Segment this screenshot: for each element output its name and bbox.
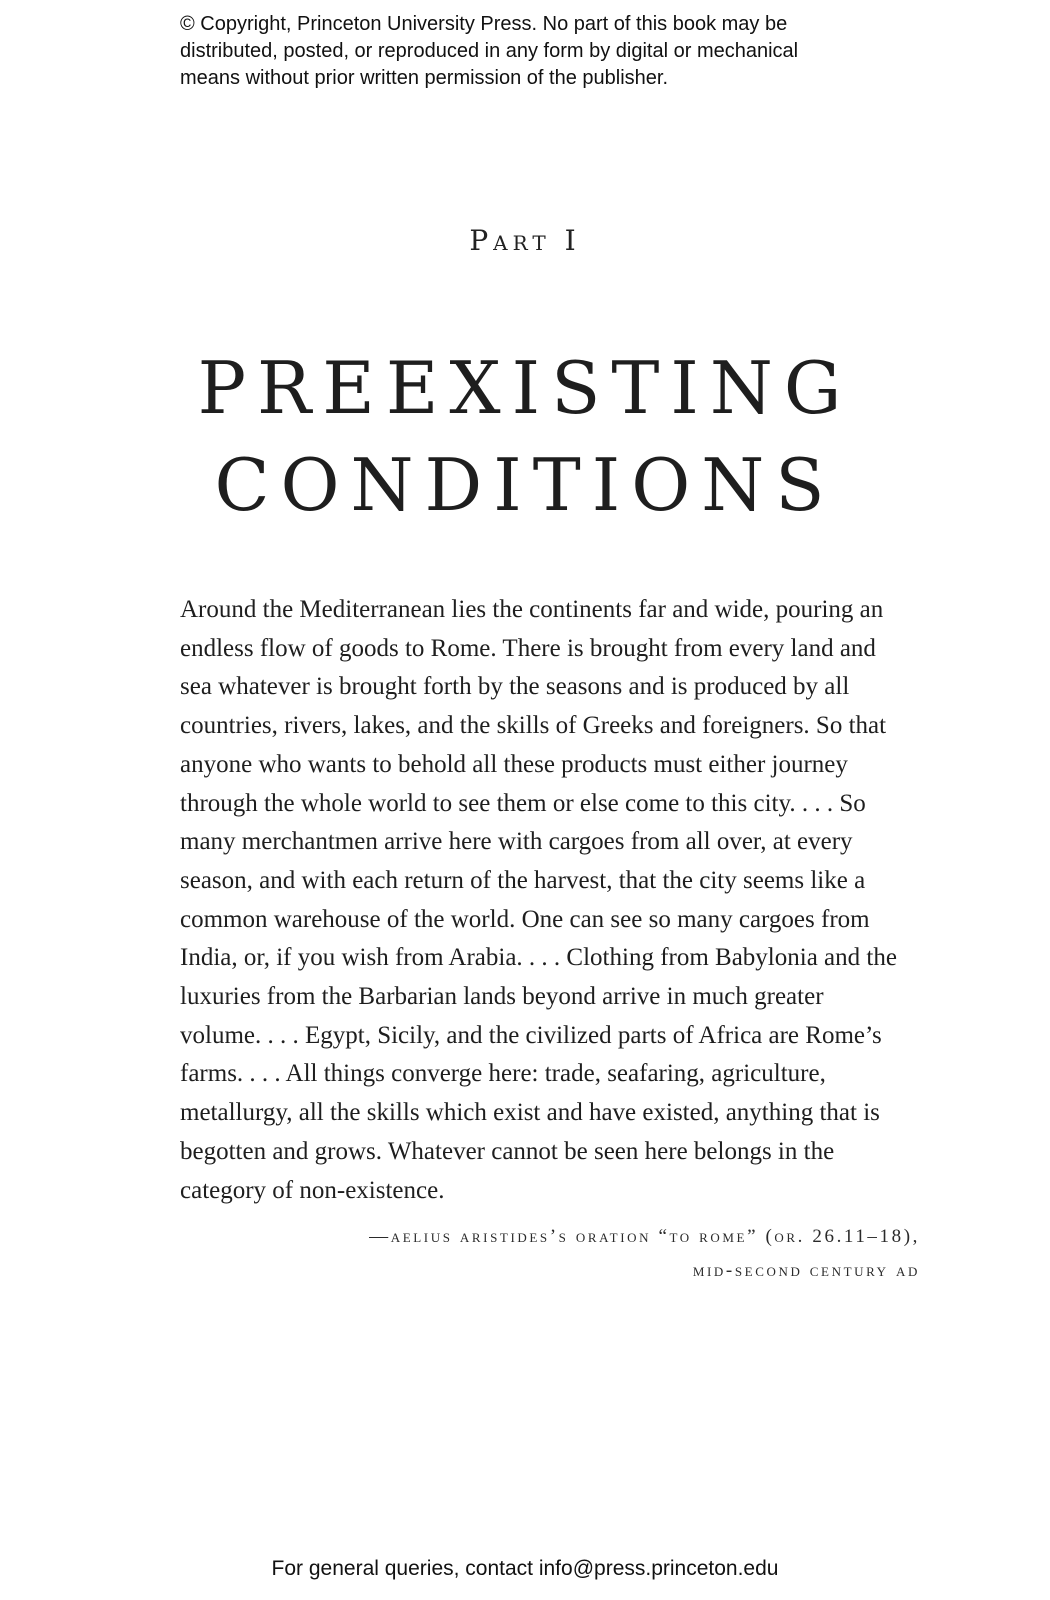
epigraph-line: endless flow of goods to Rome. There is brought from every land and	[180, 634, 876, 662]
copyright-notice	[180, 11, 900, 92]
epigraph-line: sea whatever is brought forth by the seasons and is produced by all	[180, 673, 850, 701]
part-title-line: PREEXISTING	[197, 346, 853, 430]
attribution-line: —aelius aristides’s oration “to rome” (or. 26.11–18),	[369, 1226, 920, 1247]
epigraph-line: metallurgy, all the skills which exist and have existed, anything that is	[180, 1099, 880, 1127]
epigraph-line: begotten and grows. Whatever cannot be seen here belongs in the	[180, 1137, 835, 1165]
epigraph-line: farms. . . . All things converge here: trade, seafaring, agriculture,	[180, 1060, 826, 1088]
part-title-line: CONDITIONS	[214, 443, 836, 527]
copyright-line: © Copyright, Princeton University Press. No part of this book may be	[180, 13, 788, 35]
part-title	[0, 340, 1050, 534]
epigraph-line: anyone who wants to behold all these products must either journey	[180, 750, 848, 778]
epigraph-line: luxuries from the Barbarian lands beyond arrive in much greater	[180, 983, 824, 1011]
epigraph-line: India, or, if you wish from Arabia. . . . Clothing from Babylonia and the	[180, 944, 897, 972]
epigraph-line: common warehouse of the world. One can see so many cargoes from	[180, 905, 870, 933]
epigraph-line: volume. . . . Egypt, Sicily, and the civilized parts of Africa are Rome’s	[180, 1021, 882, 1049]
copyright-line: distributed, posted, or reproduced in any form by digital or mechanical	[180, 40, 799, 62]
epigraph-attribution	[180, 1220, 920, 1288]
epigraph-quote	[180, 591, 920, 1210]
epigraph-line: category of non-existence.	[180, 1176, 445, 1204]
epigraph-line: Around the Mediterranean lies the continents far and wide, pouring an	[180, 596, 884, 623]
attribution-line: mid-second century ad	[692, 1260, 920, 1281]
epigraph-line: through the whole world to see them or else come to this city. . . . So	[180, 789, 866, 817]
copyright-line: means without prior written permission of the publisher.	[180, 67, 669, 89]
epigraph-line: season, and with each return of the harvest, that the city seems like a	[180, 866, 866, 894]
epigraph-line: many merchantmen arrive here with cargoes from all over, at every	[180, 828, 853, 856]
contact-footer: For general queries, contact info@press.princeton.edu	[271, 1557, 779, 1580]
part-label: Part I	[469, 224, 581, 257]
epigraph-line: countries, rivers, lakes, and the skills of Greeks and foreigners. So that	[180, 712, 887, 740]
